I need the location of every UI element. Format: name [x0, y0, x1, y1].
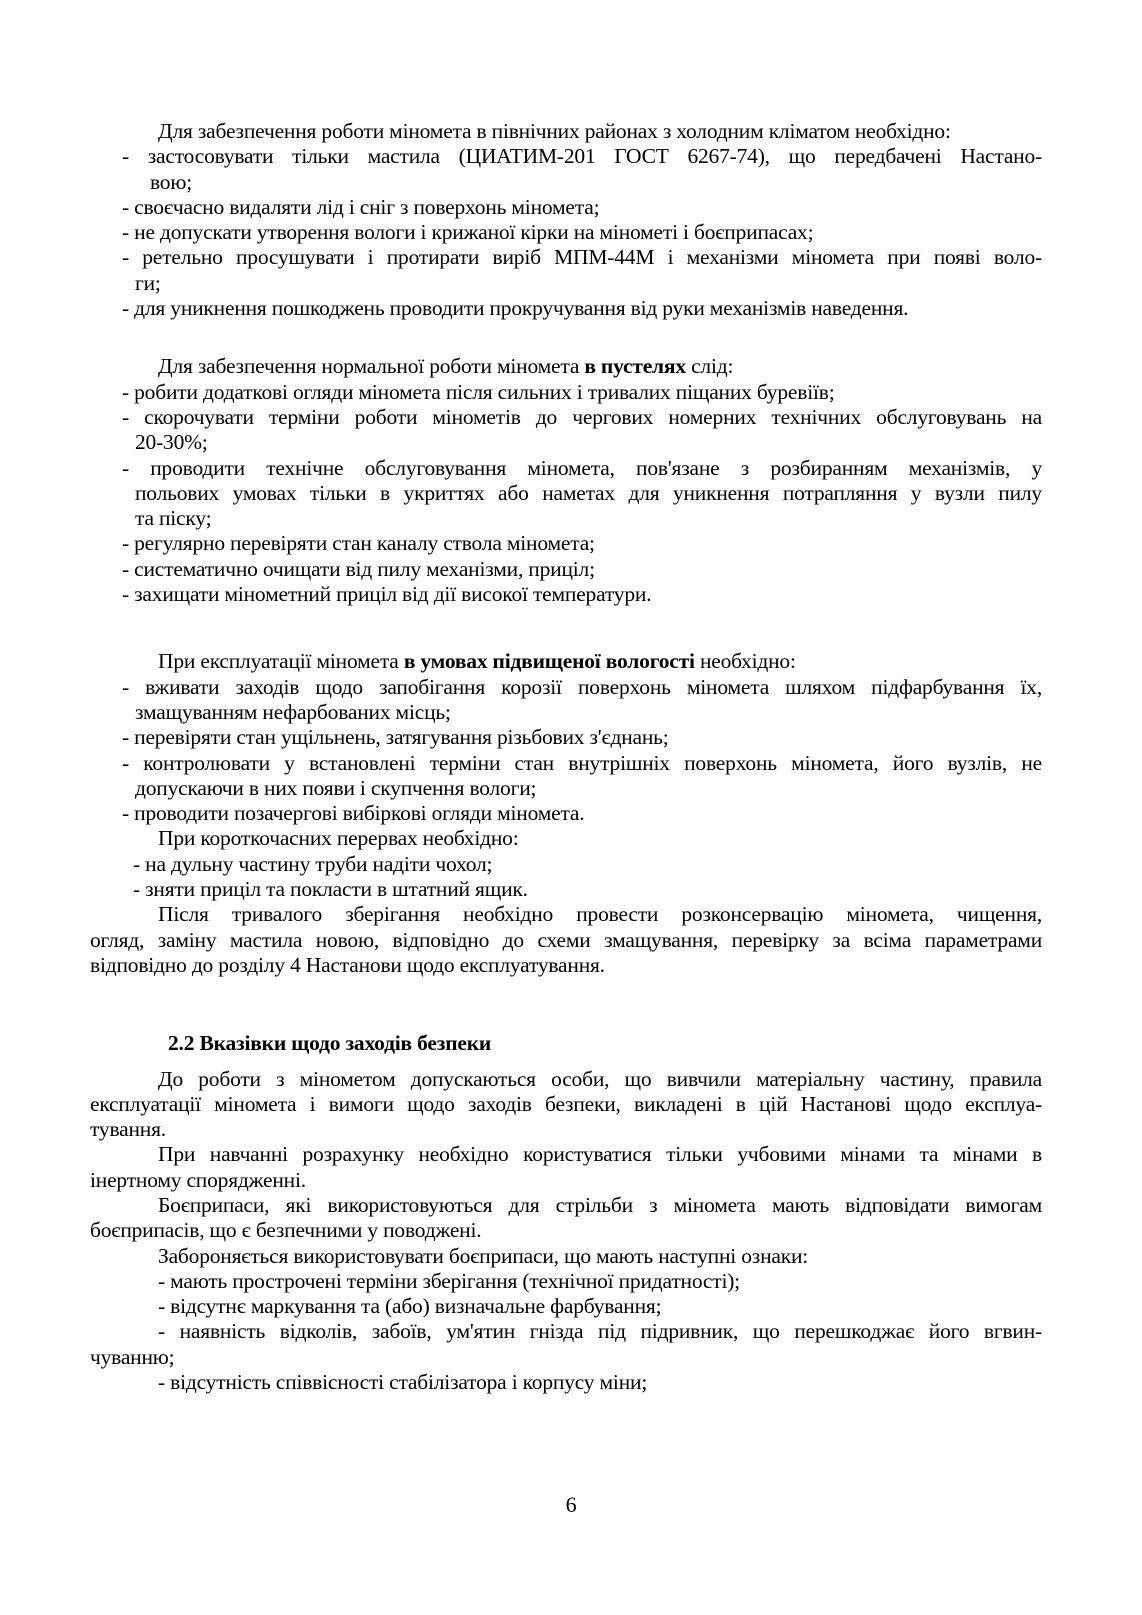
spacer [90, 1057, 1042, 1067]
paragraph: Боєприпаси, які використовуються для стрільби з міномета мають відповідати вимогам [158, 1192, 1042, 1217]
list-item: - систематично очищати від пилу механізми, приціл; [122, 556, 595, 581]
list-item: - зняти приціл та покласти в штатний ящик. [133, 877, 528, 902]
spacer [90, 978, 1042, 1031]
continuation-line: чуванню; [90, 1344, 175, 1369]
continuation-line: допускаючи в них появи і скупчення вологи; [135, 775, 537, 800]
list-item: - наявність відколів, забоїв, ум'ятин гнізда під підривник, що перешкоджає його вгвин- [158, 1319, 1042, 1344]
list-item: - скорочувати терміни роботи мінометів до чергових номерних технічних обслуговувань на [122, 404, 1042, 429]
continuation-line: ги; [135, 270, 161, 295]
text-segment: слід: [685, 354, 734, 379]
continuation-line: вою; [150, 169, 192, 194]
list-item: - проводити позачергові вибіркові огляди міномета. [122, 801, 585, 826]
list-item: - захищати мінометний приціл від дії високої температури. [122, 582, 652, 607]
list-item: - вживати заходів щодо запобігання корозії поверхонь міномета шляхом підфарбування їх, [122, 674, 1042, 699]
list-item: - для уникнення пошкоджень проводити прокручування від руки механізмів наведення. [122, 296, 909, 321]
paragraph-line: експлуатації міномета і вимоги щодо заходів безпеки, викладені в цій Настанові щодо експлуа- [90, 1091, 1042, 1116]
paragraph: Забороняється використовувати боєприпаси, що мають наступні ознаки: [158, 1243, 809, 1268]
paragraph: До роботи з мінометом допускаються особи, що вивчили матеріальну частину, правила [158, 1066, 1042, 1091]
list-item: - на дульну частину труби надіти чохол; [133, 851, 493, 876]
paragraph-line: відповідно до розділу 4 Настанови щодо експлуатування. [90, 952, 605, 977]
paragraph: При навчанні розрахунку необхідно користуватися тільки учбовими мінами та мінами в [158, 1142, 1042, 1167]
spacer [90, 607, 1042, 649]
list-item: - регулярно перевіряти стан каналу ствола міномета; [122, 531, 595, 556]
paragraph: Після тривалого зберігання необхідно провести розконсервацію міномета, чищення, [158, 902, 1042, 927]
section-intro [90, 354, 1042, 379]
paragraph-line: огляд, заміну мастила новою, відповідно до схеми змащування, перевірку за всіма параметрами [90, 927, 1042, 952]
document-body [90, 119, 1042, 1395]
list-item: - проводити технічне обслуговування міномета, пов'язане з розбиранням механізмів, у [122, 455, 1042, 480]
text-segment: При експлуатації міномета [158, 649, 404, 674]
list-item: - не допускати утворення вологи і крижаної кірки на мінометі і боєприпасах; [122, 220, 814, 245]
paragraph-line: інертному спорядженні. [90, 1167, 306, 1192]
list-item: - мають прострочені терміни зберігання (технічної придатності); [158, 1268, 740, 1293]
paragraph-line: тування. [90, 1117, 166, 1142]
list-item: - застосовувати тільки мастила (ЦИАТИМ-201 ГОСТ 6267-74), що передбачені Настано- [122, 144, 1042, 169]
spacer [90, 321, 1042, 354]
list-item: - робити додаткові огляди міномета після сильних і тривалих піщаних буревіїв; [122, 379, 835, 404]
list-item: - перевіряти стан ущільнень, затягування різьбових з'єднань; [122, 725, 669, 750]
text-segment: необхідно: [694, 649, 796, 674]
continuation-line: та піску; [135, 506, 212, 531]
paragraph-line: боєприпасів, що є безпечними у поводжені. [90, 1218, 482, 1243]
continuation-line: польових умовах тільки в укриттях або наметах для уникнення потрапляння у вузли пилу [135, 480, 1042, 505]
section-heading: 2.2 Вказівки щодо заходів безпеки [168, 1031, 492, 1056]
section-intro: Для забезпечення роботи міномета в північних районах з холодним кліматом необхідно: [158, 119, 951, 143]
continuation-line: змащуванням нефарбованих місць; [135, 699, 451, 724]
section-intro: При короткочасних перервах необхідно: [158, 826, 519, 851]
section-intro [90, 649, 1042, 674]
list-item: - відсутність співвісності стабілізатора і корпусу міни; [158, 1370, 648, 1395]
bold-text: в умовах підвищеної вологості [403, 649, 695, 674]
bold-text: в пустелях [584, 354, 686, 379]
text-segment: Для забезпечення нормальної роботи міномета [158, 354, 585, 379]
page-number: 6 [565, 1492, 577, 1517]
list-item: - контролювати у встановлені терміни стан внутрішніх поверхонь міномета, його вузлів, не [122, 750, 1042, 775]
continuation-line: 20-30%; [135, 430, 208, 455]
list-item: - ретельно просушувати і протирати виріб МПМ-44М і механізми міномета при появі воло- [122, 245, 1042, 270]
list-item: - своєчасно видаляти лід і сніг з поверхонь міномета; [122, 194, 600, 219]
list-item: - відсутнє маркування та (або) визначальне фарбування; [158, 1294, 662, 1319]
